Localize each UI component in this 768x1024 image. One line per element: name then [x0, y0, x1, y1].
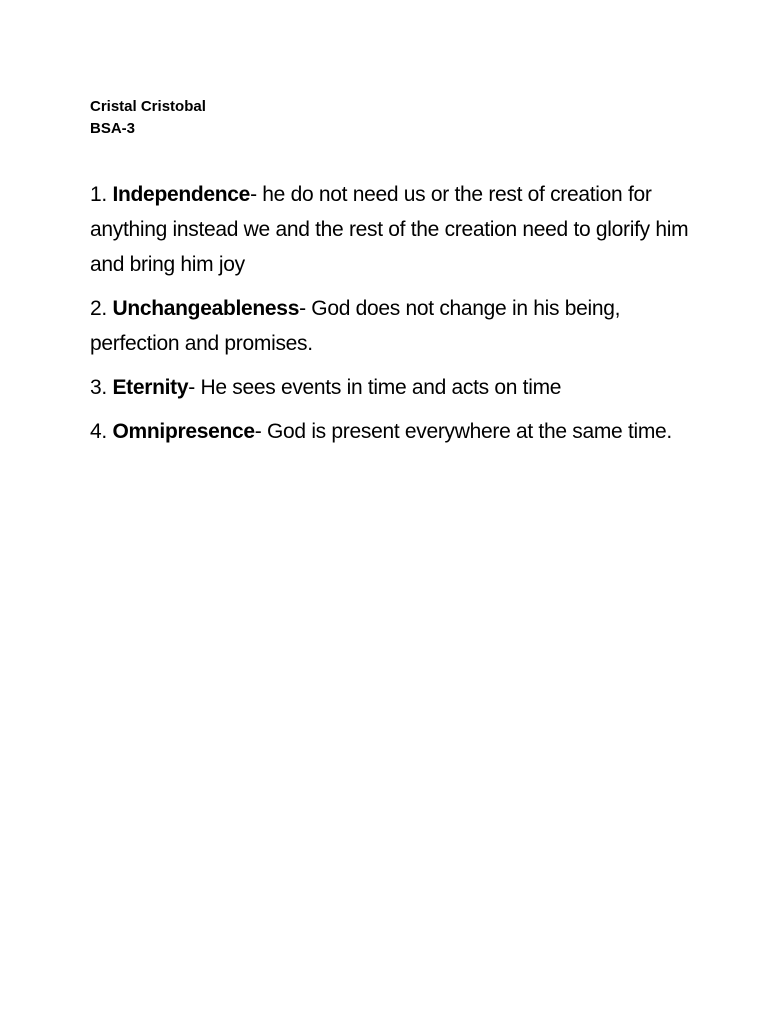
attributes-list — [90, 177, 700, 458]
item-term: Eternity — [112, 376, 189, 399]
student-section: BSA-3 — [90, 120, 136, 137]
item-text: - God is present everywhere at the same time. — [254, 420, 672, 443]
list-item-unchangeableness — [90, 291, 700, 361]
document-header — [90, 96, 690, 140]
item-number: 2. — [90, 297, 107, 320]
item-text: - God does not change in his being, perfection and promises. — [90, 297, 621, 355]
list-item-eternity — [90, 370, 700, 405]
item-text: - he do not need us or the rest of creation for anything instead we and the rest of the creation need to glorify him and bring him joy — [90, 183, 689, 276]
item-term: Omnipresence — [112, 420, 255, 443]
list-item-independence — [90, 177, 700, 282]
student-name: Cristal Cristobal — [90, 98, 206, 115]
item-number: 3. — [90, 376, 107, 399]
item-term: Unchangeableness — [112, 297, 300, 320]
item-number: 4. — [90, 420, 107, 443]
list-item-omnipresence — [90, 414, 700, 449]
item-text: - He sees events in time and acts on time — [188, 376, 562, 399]
item-term: Independence — [112, 183, 251, 206]
item-number: 1. — [90, 183, 107, 206]
